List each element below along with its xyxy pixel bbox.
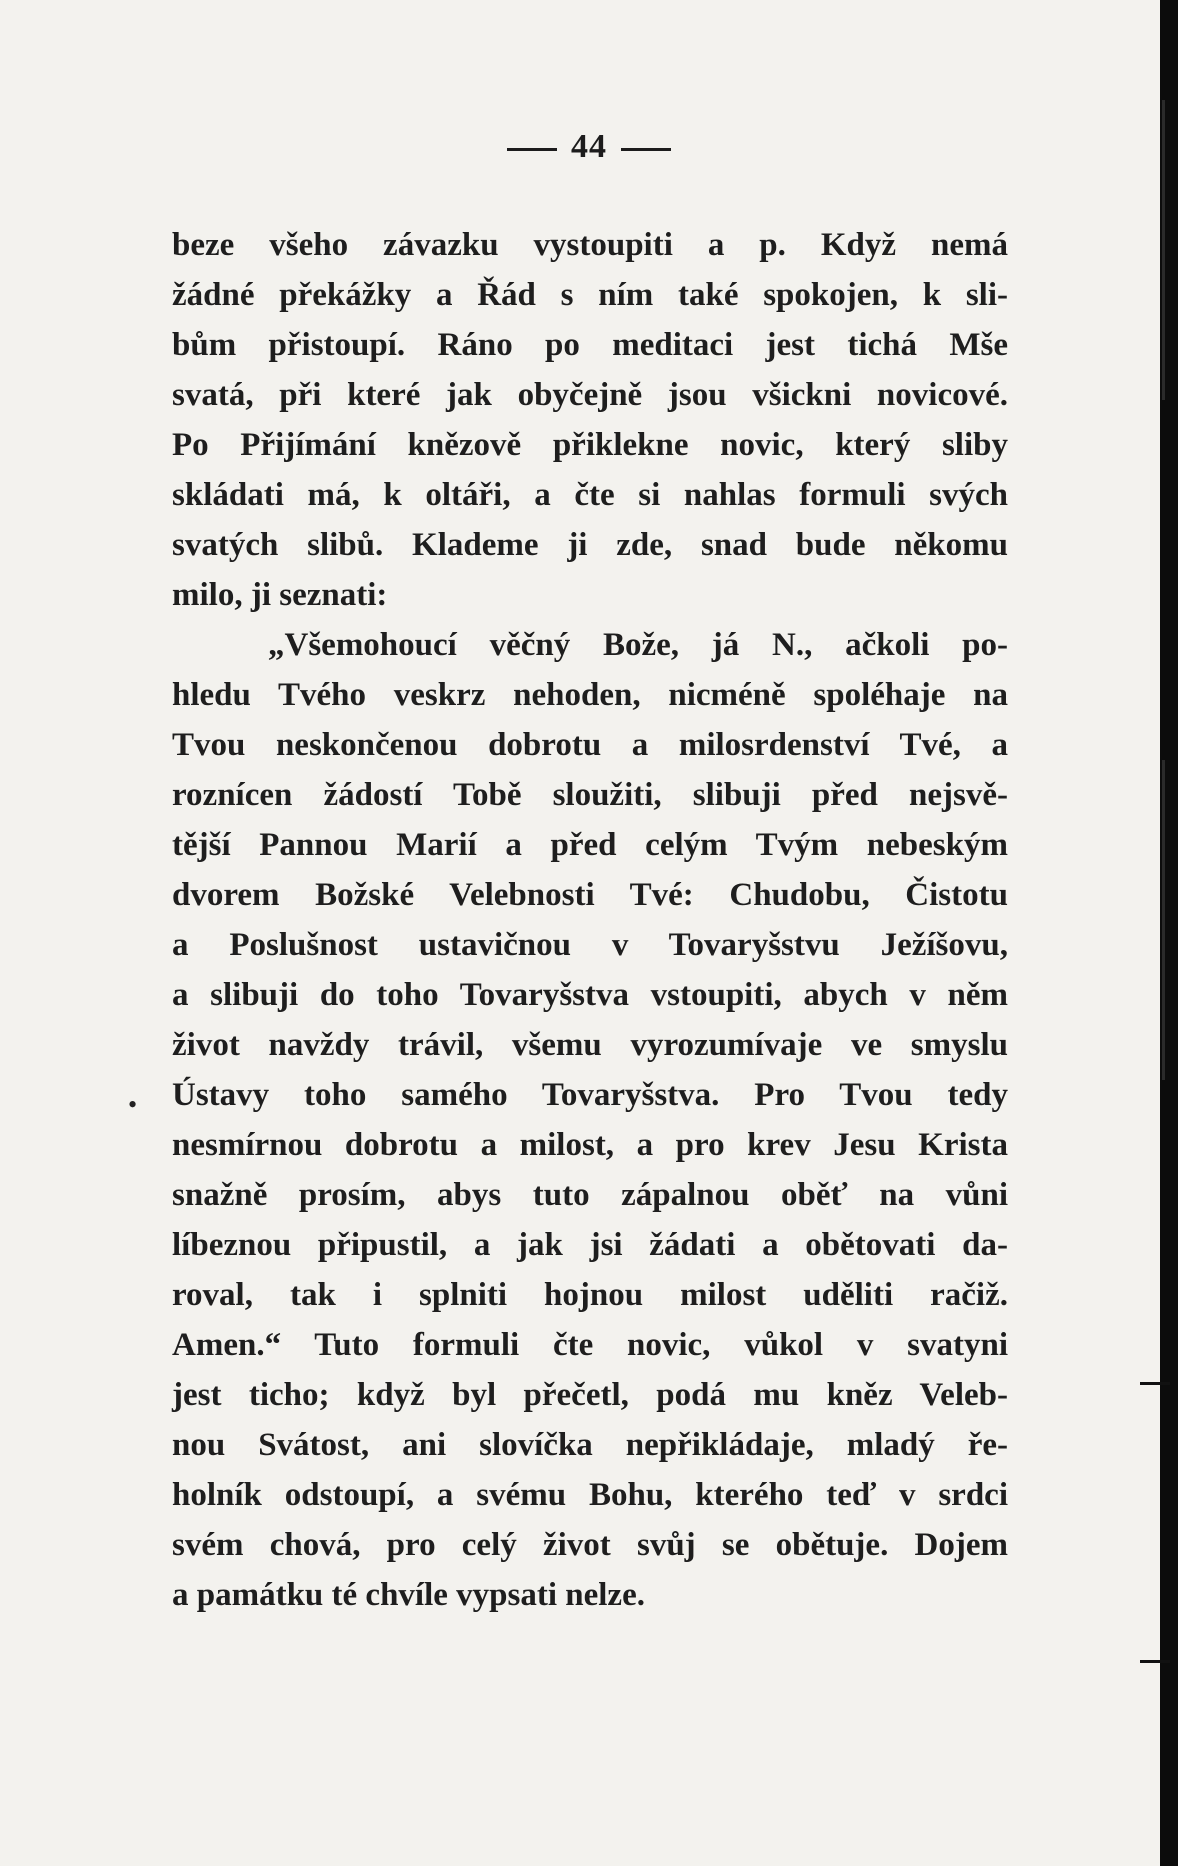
text-line: a památku té chvíle vypsati nelze.	[172, 1577, 645, 1613]
header-dash-left	[507, 148, 557, 151]
text-line: milo, ji seznati:	[172, 577, 388, 613]
text-line: svém chová, pro celý život svůj se obětuje. Dojem	[172, 1527, 1008, 1563]
text-line: bům přistoupí. Ráno po meditaci jest tichá Mše	[172, 327, 1008, 363]
page-number: 44	[571, 128, 607, 165]
text-line: líbeznou připustil, a jak jsi žádati a obětovati da-	[172, 1227, 1008, 1263]
text-line: snažně prosím, abys tuto zápalnou oběť na vůni	[172, 1177, 1008, 1213]
scan-registration-mark	[1140, 1660, 1170, 1663]
text-line: nesmírnou dobrotu a milost, a pro krev Jesu Krista	[172, 1127, 1008, 1163]
text-line: beze všeho závazku vystoupiti a p. Když nemá	[172, 227, 1008, 263]
scan-edge-line	[1162, 100, 1165, 400]
text-line: svatá, při které jak obyčejně jsou všickni novicové.	[172, 377, 1008, 413]
text-line: Po Přijímání knězově přiklekne novic, který sliby	[172, 427, 1008, 463]
text-line: roznícen žádostí Tobě sloužiti, slibuji před nejsvě-	[172, 777, 1008, 813]
body-text	[172, 220, 1008, 1620]
print-speck: •	[128, 1090, 138, 1119]
text-line: jest ticho; když byl přečetl, podá mu kněz Veleb-	[172, 1377, 1008, 1413]
header-dash-right	[621, 148, 671, 151]
text-line: holník odstoupí, a svému Bohu, kterého teď v srdci	[172, 1477, 1008, 1513]
text-line: Amen.“ Tuto formuli čte novic, vůkol v svatyni	[172, 1327, 1008, 1363]
text-line: nou Svátost, ani slovíčka nepřikládaje, mladý ře-	[172, 1427, 1008, 1463]
text-line: žádné překážky a Řád s ním také spokojen, k sli-	[172, 277, 1008, 313]
text-line: a slibuji do toho Tovaryšstva vstoupiti, abych v něm	[172, 977, 1008, 1013]
text-line: život navždy trávil, všemu vyrozumívaje ve smyslu	[172, 1027, 1008, 1063]
text-line: hledu Tvého veskrz nehoden, nicméně spoléhaje na	[172, 677, 1008, 713]
text-line: a Poslušnost ustavičnou v Tovaryšstvu Ježíšovu,	[172, 927, 1008, 963]
text-line: Tvou neskončenou dobrotu a milosrdenství Tvé, a	[172, 727, 1008, 763]
text-line: roval, tak i splniti hojnou milost uděliti račiž.	[172, 1277, 1008, 1313]
page-header	[0, 128, 1178, 166]
scan-registration-mark	[1140, 1382, 1170, 1385]
text-line: skládati má, k oltáři, a čte si nahlas formuli svých	[172, 477, 1008, 513]
text-line: Ústavy toho samého Tovaryšstva. Pro Tvou tedy	[172, 1077, 1008, 1113]
text-line: dvorem Božské Velebnosti Tvé: Chudobu, Čistotu	[172, 877, 1008, 913]
text-line: tější Pannou Marií a před celým Tvým nebeským	[172, 827, 1008, 863]
scan-edge-line	[1162, 760, 1165, 1080]
text-line: „Všemohoucí věčný Bože, já N., ačkoli po-	[268, 627, 1008, 663]
text-line: svatých slibů. Klademe ji zde, snad bude někomu	[172, 527, 1008, 563]
